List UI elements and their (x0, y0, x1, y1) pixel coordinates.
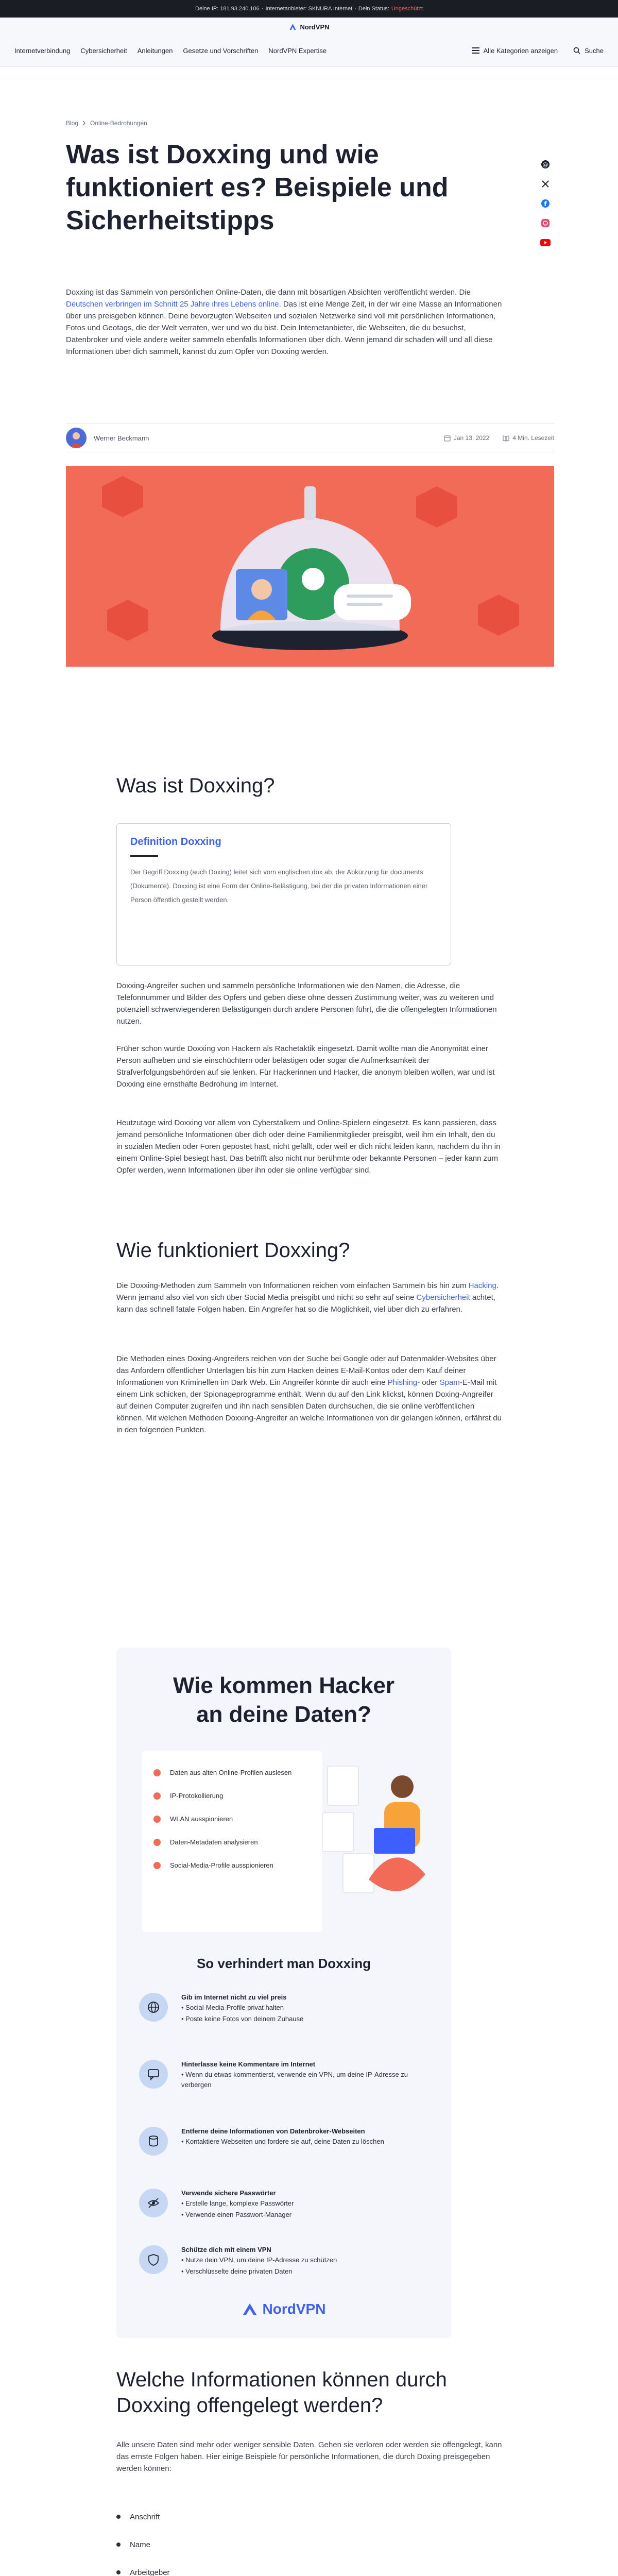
article-meta (444, 434, 554, 442)
intro-text: . Das ist eine Menge Zeit, in der wir eine Masse an Informationen über uns preisgeben können. Deine bevorzugten Webseiten und sozialen Netzwerke sind voll mit persönlichen Informationen, Fotos und Geotags, die der Welt verraten, wer und wo du bist. Dein Internetanbieter, die Webseiten, die du besuchst, Datenbroker und viele andere weiter sammeln ebenfalls Informationen über dich. Wenn jemand dir schaden will und all diese Informationen über dich sammelt, kannst du zum Opfer von Doxxing werden. (66, 300, 502, 356)
info-list (116, 2503, 451, 2576)
book-icon (503, 435, 509, 442)
separator: · (261, 6, 264, 12)
list-item (116, 2558, 451, 2576)
list-item (116, 2503, 451, 2531)
tip-text: Poste keine Fotos von deinem Zuhause (185, 2015, 304, 2023)
heading-line: an deine Daten? (196, 1702, 371, 1727)
tip-text: Social-Media-Profile privat halten (185, 2004, 284, 2011)
globe-icon (139, 1993, 168, 2022)
infographic-heading (116, 1671, 451, 1729)
tip-text: Wenn du etwas kommentierst, verwende ein VPN, um deine IP-Adresse zu verbergen (181, 2071, 408, 2089)
paragraph: Früher schon wurde Doxxing von Hackern als Rachetaktik eingesetzt. Damit wollte man die Anonymität einer Person aufheben und sie einschüchtern oder belästigen oder sogar die Aufmerksamkeit der Strafverfolgungsbehörden auf sie lenken. Für Hackerinnen und Hacker, die anonym bleiben wollen, war und ist Doxxing eine ernsthafte Bedrohung im Internet. (116, 1044, 495, 1089)
youtube-icon[interactable] (540, 237, 551, 248)
paragraph: Alle unsere Daten sind mehr oder weniger sensible Daten. Gehen sie verloren oder werden sie offengelegt, kann das ernste Folgen haben. Hier einige Beispiele für persönliche Informationen, die durch Doxing preisgegeben werden können: (116, 2441, 502, 2473)
tip-item (139, 2060, 427, 2090)
status-label: Dein Status: (358, 6, 389, 12)
breadcrumb-home[interactable]: Blog (66, 120, 79, 127)
instagram-icon[interactable] (540, 217, 551, 229)
nav-link-internetverbindung[interactable]: Internetverbindung (14, 46, 71, 55)
tip-item (139, 2189, 427, 2220)
prevent-heading: So verhindert man Doxxing (196, 1956, 371, 1971)
tip-text: Verwende einen Passwort-Manager (185, 2211, 292, 2218)
bullet (116, 2515, 121, 2519)
divider (130, 855, 158, 857)
all-categories-button[interactable] (472, 47, 558, 55)
read-time (503, 434, 554, 442)
method-text: Social-Media-Profile ausspionieren (170, 1861, 273, 1869)
text: achtet, kann das schnell fatale Folgen haben. Ein Angreifer hat so die Möglichkeit, viel über dich zu erfahren. (116, 1293, 495, 1314)
method-text: IP-Protokollierung (170, 1792, 224, 1800)
section-heading-what: Was ist Doxxing? (116, 774, 275, 797)
method-item (153, 1831, 311, 1854)
tip-text: Nutze dein VPN, um deine IP-Adresse zu schützen (185, 2256, 337, 2264)
page-title: Was ist Doxxing und wie funktioniert es? Beispiele und Sicherheitstipps (66, 140, 449, 235)
tip-title: Schütze dich mit einem VPN (181, 2246, 271, 2253)
date (444, 434, 489, 442)
logo-text: NordVPN (300, 23, 330, 31)
doxxing-dome-illustration (66, 466, 554, 667)
avatar[interactable] (66, 428, 87, 448)
author-row (66, 423, 554, 452)
nav-right (472, 35, 604, 66)
infographic (116, 1648, 451, 2338)
heading-line: Wie kommen Hacker (173, 1673, 394, 1698)
method-item (153, 1854, 311, 1877)
hacker-illustration (312, 1751, 431, 1905)
bullet-dot (153, 1862, 161, 1869)
intro-paragraph (66, 286, 509, 358)
tip-item (139, 2127, 427, 2156)
list-text: Anschrift (130, 2512, 160, 2521)
definition-text: Der Begriff Doxxing (auch Doxing) leitet sich vom englischen dox ab, der Abkürzung für documents (Dokumente). Doxxing ist eine Form der Online-Belästigung, bei der die privaten Informationen einer Person öffentlich gestellt werden. (130, 868, 428, 904)
tip-bullet: • Nutze dein VPN, um deine IP-Adresse zu schützen (181, 2256, 337, 2264)
nav-link-gesetze[interactable]: Gesetze und Vorschriften (183, 46, 259, 55)
method-item (153, 1761, 311, 1784)
eye-off-icon (139, 2189, 168, 2217)
threads-icon[interactable] (540, 159, 551, 170)
list-text: Name (130, 2540, 151, 2549)
paragraph: Doxxing-Angreifer suchen und sammeln persönliche Informationen wie den Namen, die Adresse, die Telefonnummer und Bilder des Opfers und geben diese ohne dessen Zustimmung weiter, was zu weiteren und potenziell schwerwiegenderen Belästigungen durch andere Personen führt, die die offengelegten Informationen nutzen. (116, 981, 497, 1026)
tip-title: Hinterlasse keine Kommentare im Internet (181, 2060, 316, 2068)
tip-text: Verschlüsselte deine privaten Daten (185, 2267, 293, 2275)
nordvpn-logo-icon (288, 23, 297, 31)
list-text: Arbeitgeber (130, 2568, 170, 2576)
hero-illustration (66, 466, 554, 667)
phishing-link[interactable]: Phishing (387, 1378, 418, 1387)
status-value: Ungeschützt (391, 6, 423, 12)
tip-title: Verwende sichere Passwörter (181, 2189, 276, 2197)
menu-icon (472, 47, 479, 54)
method-text: Daten aus alten Online-Profilen auslesen (170, 1769, 292, 1776)
method-item (153, 1784, 311, 1807)
tip-item (139, 2245, 427, 2277)
brand-text: NordVPN (262, 2301, 326, 2317)
x-icon[interactable] (540, 178, 551, 190)
text: -E-Mail mit einem Link schicken, der Spionageprogramme enthält. Wenn du auf den Link klickst, können Doxing-Angreifer auf deinen Computer zugreifen und ihn nach sensiblen Daten durchsuchen, die sie online veröffentlichen können. Mit welchen Methoden Doxxing-Angreifer an welche Informationen von dir gelangen können, erfährst du in den folgenden Punkten. (116, 1378, 502, 1434)
method-text: Daten-Metadaten analysieren (170, 1838, 258, 1846)
nordvpn-logo[interactable] (288, 23, 329, 31)
paragraph (116, 1280, 503, 1315)
list-item (116, 2531, 451, 2558)
hacking-link[interactable]: Hacking (468, 1281, 496, 1290)
status-bar (0, 0, 618, 18)
provider-text: Internetanbieter: SKNURA Internet (265, 6, 353, 12)
database-icon (139, 2127, 168, 2156)
main-nav (0, 18, 618, 67)
paragraph (116, 1353, 503, 1436)
facebook-icon[interactable] (540, 198, 551, 209)
text: Die Doxxing-Methoden zum Sammeln von Informationen reichen vom einfachen Sammeln bis hin zum (116, 1281, 469, 1290)
cybersicherheit-link[interactable]: Cybersicherheit (416, 1293, 470, 1302)
person-icon (66, 428, 87, 448)
chevron-right-icon (82, 121, 86, 126)
comment-icon (139, 2060, 168, 2089)
methods-card (142, 1751, 322, 1932)
text: . Wenn jemand also viel von sich über Social Media preisgibt und nicht so sehr auf seine (116, 1281, 499, 1302)
tip-bullet: • Wenn du etwas kommentierst, verwende ein VPN, um deine IP-Adresse zu verbergen (181, 2071, 408, 2089)
breadcrumb (66, 120, 147, 127)
bullet-dot (153, 1792, 161, 1800)
tip-bullet: • Erstelle lange, komplexe Passwörter (181, 2199, 294, 2207)
tip-title: Gib im Internet nicht zu viel preis (181, 1993, 287, 2001)
tip-text: Kontaktiere Webseiten und fordere sie auf, deine Daten zu löschen (185, 2138, 384, 2145)
tip-text: Erstelle lange, komplexe Passwörter (185, 2199, 294, 2207)
intro-link[interactable]: Deutschen verbringen im Schnitt 25 Jahre ihres Lebens online (66, 300, 279, 309)
paragraph: Heutzutage wird Doxxing vor allem von Cyberstalkern und Online-Spielern eingesetzt. Es kann passieren, dass jemand persönliche Informationen über dich oder deine Familienmitglieder preisgibt, weil ihm ein Inhalt, den du in sozialen Medien oder Foren gepostet hast, nicht gefällt, oder weil er dich nicht leiden kann, nachdem du ihn in einem Online-Spiel besiegt hast. Das betrifft also nicht nur berühmte oder bekannte Personen – jeder kann zum Opfer werden, wenn Informationen über ihn oder sie online verfügbar sind. (116, 1118, 501, 1175)
tip-bullet: • Social-Media-Profile privat halten (181, 2004, 284, 2011)
section-heading-info: Welche Informationen können durch Doxxing offengelegt werden? (116, 2368, 447, 2417)
svg-text:f: f (544, 200, 547, 208)
tip-item (139, 1993, 427, 2024)
section-heading-how: Wie funktioniert Doxxing? (116, 1239, 350, 1262)
search-label: Suche (585, 46, 604, 55)
svg-text:@: @ (542, 161, 548, 168)
nav-link-anleitungen[interactable]: Anleitungen (137, 46, 173, 55)
tip-bullet: • Verschlüsselte deine privaten Daten (181, 2267, 293, 2275)
calendar-icon (444, 435, 451, 442)
bullet-dot (153, 1816, 161, 1823)
nordvpn-logo-icon (242, 2302, 258, 2316)
shield-icon (139, 2245, 168, 2274)
definition-box (116, 823, 451, 965)
social-share (540, 159, 551, 248)
tip-bullet: • Verwende einen Passwort-Manager (181, 2211, 292, 2218)
bullet (116, 2543, 121, 2547)
author-name[interactable]: Werner Beckmann (94, 434, 149, 442)
search-icon (573, 47, 580, 54)
text: Die Methoden eines Doxing-Angreifers reichen von der Suche bei Google oder auf Datenmakler-Websites über das Anfordern öffentlicher Unterlagen bis hin zum Hacken deines E-Mail-Kontos oder dem Kauf deiner Informationen von Kriminellen im Dark Web. Ein Angreifer könnte dir auch eine (116, 1354, 496, 1387)
bullet (116, 2570, 121, 2574)
search-button[interactable] (573, 47, 604, 55)
ip-text: Deine IP: 181.93.240.106 (195, 6, 260, 12)
definition-title: Definition Doxxing (130, 836, 221, 848)
nordvpn-brand (116, 2301, 451, 2317)
method-text: WLAN ausspionieren (170, 1815, 233, 1823)
method-item (153, 1807, 311, 1831)
tip-title: Entferne deine Informationen von Datenbroker-Webseiten (181, 2127, 365, 2135)
nav-link-cybersicherheit[interactable]: Cybersicherheit (80, 46, 127, 55)
tip-bullet: • Kontaktiere Webseiten und fordere sie auf, deine Daten zu löschen (181, 2138, 384, 2145)
bullet-dot (153, 1839, 161, 1846)
read-time-text: 4 Min. Lesezeit (512, 434, 554, 442)
nav-links (14, 35, 327, 66)
bullet-dot (153, 1769, 161, 1776)
nav-link-expertise[interactable]: NordVPN Expertise (268, 46, 327, 55)
tip-bullet: • Poste keine Fotos von deinem Zuhause (181, 2015, 304, 2023)
text: - oder (417, 1378, 440, 1387)
date-text: Jan 13, 2022 (453, 434, 490, 442)
breadcrumb-category[interactable]: Online-Bedrohungen (90, 120, 147, 127)
spam-link[interactable]: Spam (439, 1378, 460, 1387)
all-categories-label: Alle Kategorien anzeigen (483, 46, 558, 55)
separator: · (354, 6, 356, 12)
intro-text: Doxxing ist das Sammeln von persönlichen Online-Daten, die dann mit bösartigen Absichten veröffentlicht werden. Die (66, 288, 471, 297)
